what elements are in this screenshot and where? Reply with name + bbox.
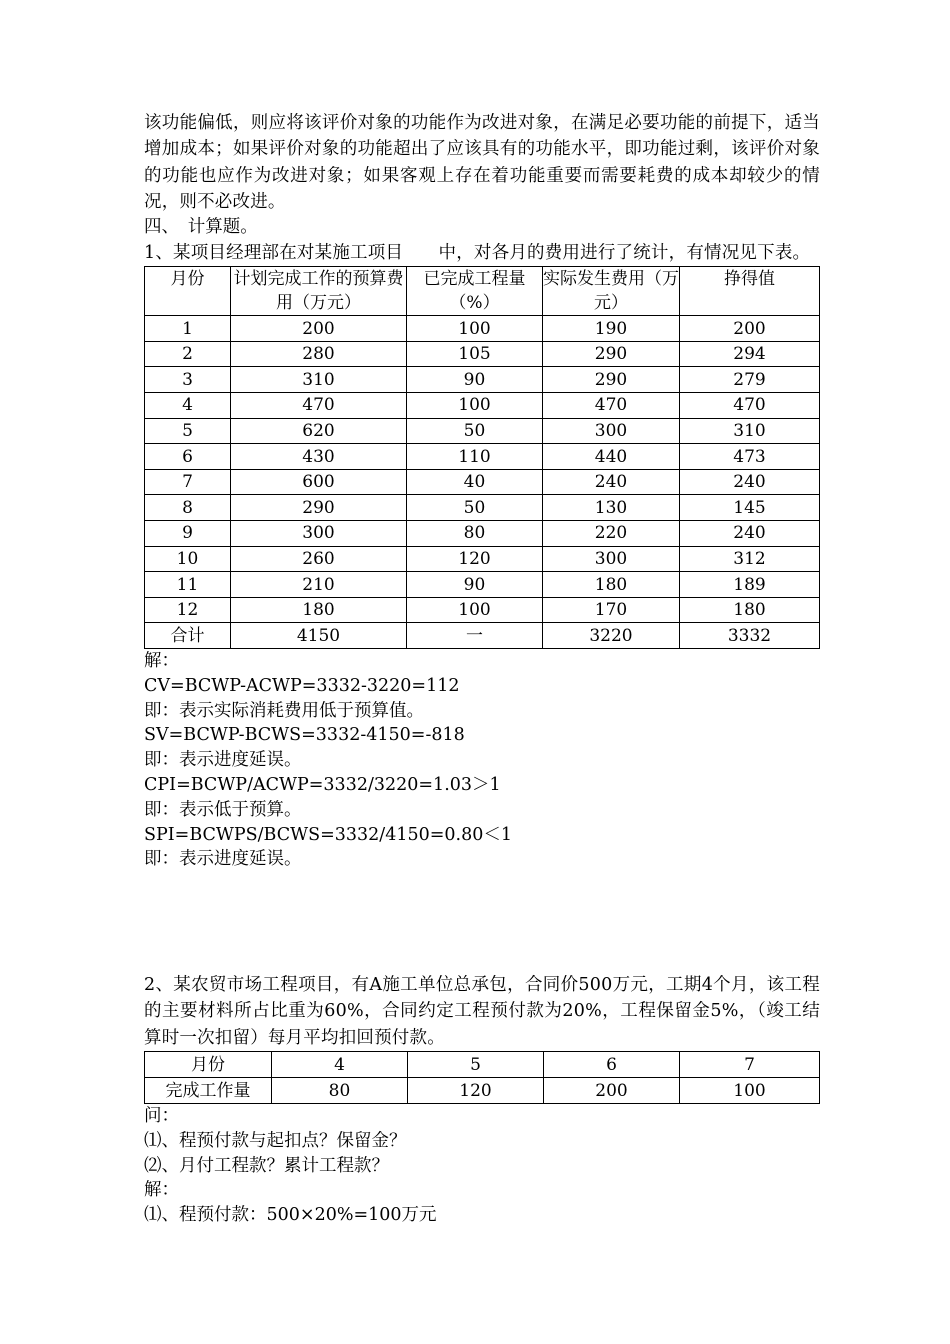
cell: 9 [145,521,231,547]
cell: 200 [680,316,820,342]
cell: 200 [544,1078,680,1104]
cell: 260 [231,546,407,572]
cell: 2 [145,341,231,367]
cell: 10 [145,546,231,572]
cell: 3220 [543,623,680,649]
header-percent-complete: 已完成工程量（%） [407,267,543,316]
cell: 170 [543,597,680,623]
cell: 12 [145,597,231,623]
cell: 310 [680,418,820,444]
solution-line: 即：表示实际消耗费用低于预算值。 [144,700,424,721]
table-total-row [145,623,820,649]
cell: 1 [145,316,231,342]
spacer [144,872,820,972]
table-row [145,341,820,367]
table-row [145,495,820,521]
cell: 210 [231,572,407,598]
solution-line: 解： [144,651,179,671]
cell: 600 [231,469,407,495]
cell: 3332 [680,623,820,649]
table-header-row [145,267,820,316]
cell: 180 [680,597,820,623]
section-heading: 四、 计算题。 [144,217,258,238]
table-row [145,1052,820,1078]
cell: 189 [680,572,820,598]
cell: 473 [680,444,820,470]
question-line: 问： [144,1106,179,1127]
table-row [145,521,820,547]
cell: 300 [231,521,407,547]
cell: 190 [543,316,680,342]
cell: 240 [680,469,820,495]
cell: 120 [407,546,543,572]
table-row [145,393,820,419]
table-row [145,1078,820,1104]
cell: 50 [407,495,543,521]
cell: 完成工作量 [145,1078,272,1104]
header-month: 月份 [145,267,231,316]
cell: 月份 [145,1052,272,1078]
cell: 470 [543,393,680,419]
table-row [145,546,820,572]
cell: 180 [231,597,407,623]
cell: 440 [543,444,680,470]
table-row [145,444,820,470]
cell: 100 [407,597,543,623]
cell: 7 [145,469,231,495]
cell: 200 [231,316,407,342]
cell: 240 [680,521,820,547]
cell: 合计 [145,623,231,649]
table-row [145,572,820,598]
header-earned-value: 挣得值 [680,267,820,316]
cell: 312 [680,546,820,572]
solution-line: 即：表示低于预算。 [144,799,302,820]
cell: 110 [407,444,543,470]
cell: 240 [543,469,680,495]
table-row [145,316,820,342]
question-line: ⑴、程预付款：500×20%=100万元 [144,1205,437,1226]
cell: 430 [231,444,407,470]
cell: 145 [680,495,820,521]
cell: 8 [145,495,231,521]
cell: 470 [680,393,820,419]
cell: 11 [145,572,231,598]
solution-line: SPI=BCWPS/BCWS=3332/4150=0.80＜1 [144,824,513,845]
cell: 300 [543,418,680,444]
question-line: ⑴、程预付款与起扣点？保留金？ [144,1130,407,1151]
cell: 7 [680,1052,820,1078]
cell: 290 [543,367,680,393]
cell: 50 [407,418,543,444]
question-1-prompt: 1、某项目经理部在对某施工项目 中，对各月的费用进行了统计，有情况见下表。 [144,242,811,263]
cell: 130 [543,495,680,521]
document-page [144,110,820,1228]
cell: 294 [680,341,820,367]
cell: 290 [543,341,680,367]
cell: 279 [680,367,820,393]
cell: 6 [544,1052,680,1078]
solution-line: CV=BCWP-ACWP=3332-3220=112 [144,675,460,696]
workload-table [144,1051,820,1104]
solution-line: CPI=BCWP/ACWP=3332/3220=1.03＞1 [144,774,501,795]
cell: 4150 [231,623,407,649]
table-row [145,367,820,393]
cell: 80 [407,521,543,547]
solution-line: 即：表示进度延误。 [144,849,302,870]
cell: 220 [543,521,680,547]
cell: 310 [231,367,407,393]
cell: 470 [231,393,407,419]
cell: 620 [231,418,407,444]
cell: 6 [145,444,231,470]
cell: 5 [408,1052,544,1078]
cell: 5 [145,418,231,444]
intro-paragraph: 该功能偏低，则应将该评价对象的功能作为改进对象，在满足必要功能的前提下，适当增加成本；如果评价对象的功能超出了应该具有的功能水平，即功能过剩，该评价对象的功能也应作为改进对象；如果客观上存在着功能重要而需要耗费的成本却较少的情况，则不必改进。 [144,113,820,212]
header-acwp: 实际发生费用（万元） [543,267,680,316]
cell: 90 [407,367,543,393]
cell: 100 [407,393,543,419]
question-2-prompt: 2、某农贸市场工程项目，有A施工单位总承包，合同价500万元，工期4个月，该工程的主要材料所占比重为60%，合同约定工程预付款为20%，工程保留金5%，（竣工结算时一次扣留）每月平均扣回预付款。 [144,975,820,1048]
cell: 105 [407,341,543,367]
question-line: ⑵、月付工程款？累计工程款？ [144,1155,389,1176]
table-row [145,469,820,495]
header-bcws: 计划完成工作的预算费用（万元） [231,267,407,316]
cell: 4 [272,1052,408,1078]
cell: 100 [680,1078,820,1104]
cell: 280 [231,341,407,367]
solution-line: 即：表示进度延误。 [144,750,302,771]
cell: 300 [543,546,680,572]
table-row [145,418,820,444]
cell: 一 [407,623,543,649]
table-row [145,597,820,623]
cost-table [144,266,820,649]
cell: 100 [407,316,543,342]
question-line: 解： [144,1180,179,1201]
cell: 40 [407,469,543,495]
cell: 180 [543,572,680,598]
cell: 90 [407,572,543,598]
cell: 3 [145,367,231,393]
cell: 80 [272,1078,408,1104]
cell: 290 [231,495,407,521]
solution-line: SV=BCWP-BCWS=3332-4150=-818 [144,725,465,746]
cell: 120 [408,1078,544,1104]
cell: 4 [145,393,231,419]
